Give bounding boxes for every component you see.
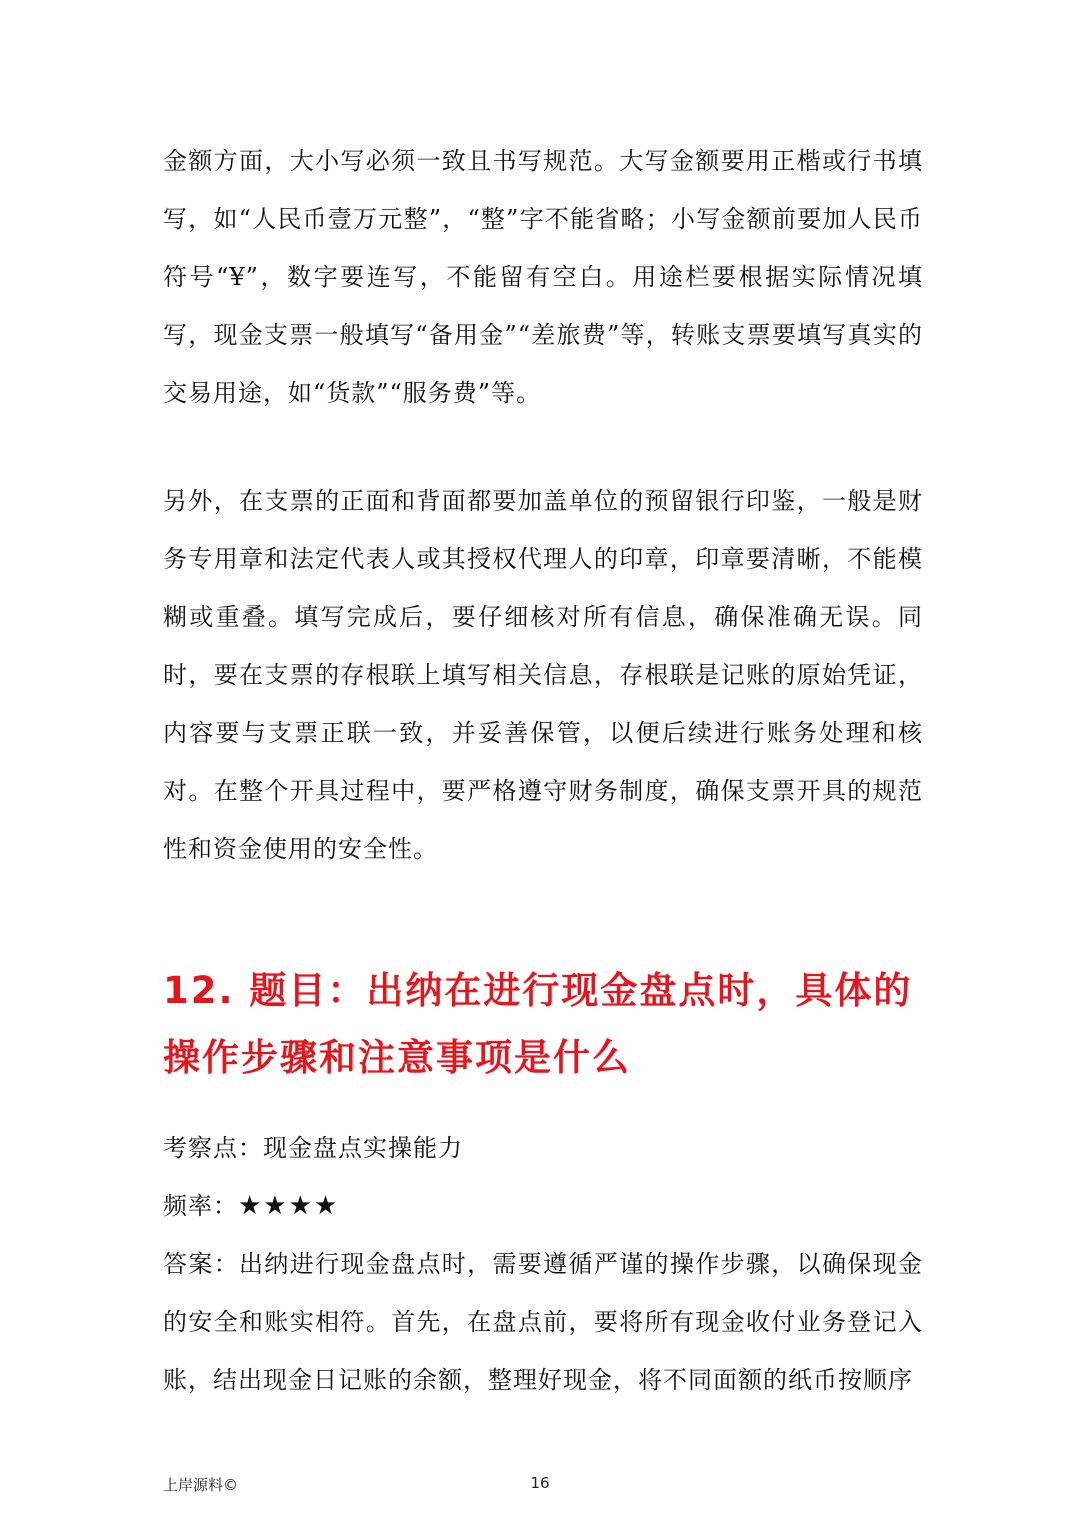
focus-line <box>163 1119 463 1177</box>
footer-source: 上岸源料© <box>163 1476 239 1494</box>
frequency-line <box>163 1177 339 1235</box>
body-paragraph-amount: 金额方面，大小写必须一致且书写规范。大写金额要用正楷或行书填写，如“人民币壹万元整”，“整”字不能省略；小写金额前要加人民币符号“¥”，数字要连写，不能留有空白。用途栏要根据实际情况填写，现金支票一般填写“备用金”“差旅费”等，转账支票要填写真实的交易用途，如“货款”“服务费”等。 <box>163 147 923 407</box>
focus-value: 现金盘点实操能力 <box>263 1134 463 1162</box>
page-number: 16 <box>530 1474 550 1492</box>
answer-paragraph: 答案：出纳进行现金盘点时，需要遵循严谨的操作步骤，以确保现金的安全和账实相符。首先，在盘点前，要将所有现金收付业务登记入账，结出现金日记账的余额，整理好现金，将不同面额的纸币按顺序 <box>163 1250 923 1394</box>
body-paragraph-seal: 另外，在支票的正面和背面都要加盖单位的预留银行印鉴，一般是财务专用章和法定代表人或其授权代理人的印章，印章要清晰，不能模糊或重叠。填写完成后，要仔细核对所有信息，确保准确无误。同时，要在支票的存根联上填写相关信息，存根联是记账的原始凭证，内容要与支票正联一致，并妥善保管，以便后续进行账务处理和核对。在整个开具过程中，要严格遵守财务制度，确保支票开具的规范性和资金使用的安全性。 <box>163 487 923 863</box>
focus-label: 考察点： <box>163 1134 263 1162</box>
frequency-label: 频率： <box>163 1192 238 1220</box>
question-heading: 12. 题目：出纳在进行现金盘点时，具体的操作步骤和注意事项是什么 <box>163 969 913 1079</box>
frequency-stars-icon: ★★★★ <box>238 1191 340 1221</box>
